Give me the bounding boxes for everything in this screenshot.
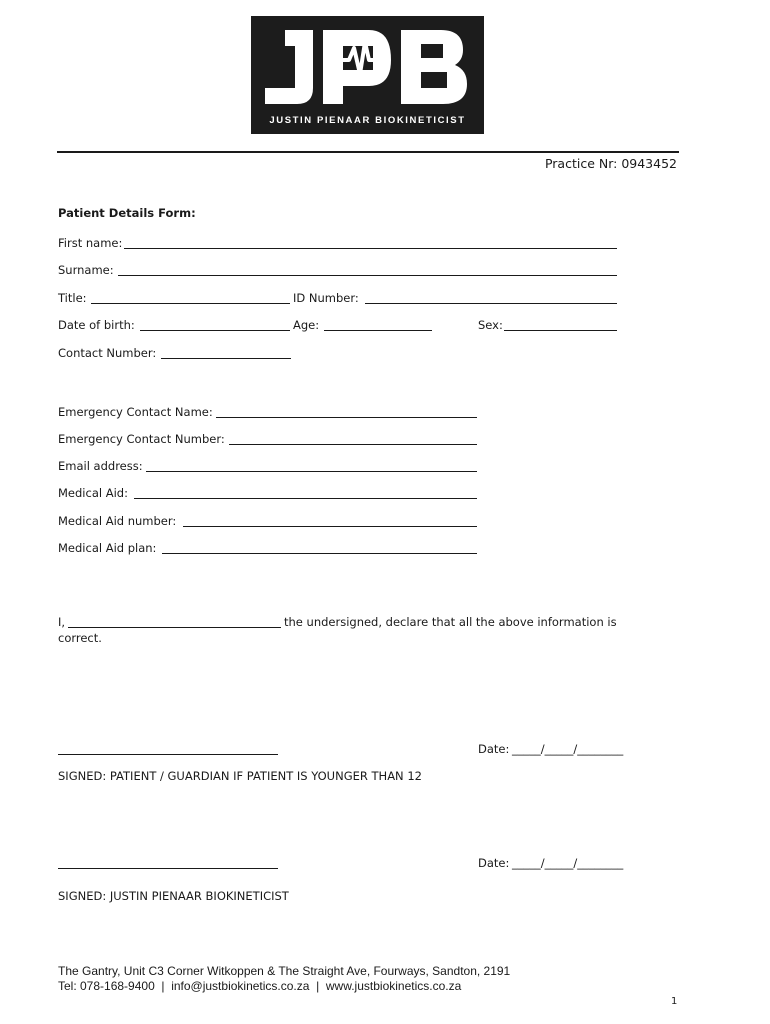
contact-number-label: Contact Number: bbox=[58, 346, 157, 360]
dob-field[interactable] bbox=[140, 330, 290, 331]
emergency-name-label: Emergency Contact Name: bbox=[58, 405, 213, 419]
patient-date-label: Date: bbox=[478, 742, 510, 756]
age-label: Age: bbox=[293, 318, 320, 332]
emergency-name-field[interactable] bbox=[216, 417, 477, 418]
jpb-logo-graphic bbox=[251, 16, 484, 134]
declaration-name-field[interactable] bbox=[68, 627, 281, 628]
medical-aid-field[interactable] bbox=[134, 498, 477, 499]
sex-field[interactable] bbox=[504, 330, 617, 331]
medical-aid-label: Medical Aid: bbox=[58, 486, 128, 500]
practice-number: Practice Nr: 0943452 bbox=[544, 156, 677, 171]
emergency-number-field[interactable] bbox=[229, 444, 477, 445]
patient-signed-caption: SIGNED: PATIENT / GUARDIAN IF PATIENT IS YOUNGER THAN 12 bbox=[58, 769, 422, 783]
practitioner-date-field[interactable]: _____/_____/________ bbox=[512, 856, 624, 870]
medical-aid-plan-field[interactable] bbox=[162, 553, 477, 554]
practitioner-signature-field[interactable] bbox=[58, 868, 278, 869]
sex-label: Sex: bbox=[478, 318, 503, 332]
emergency-number-label: Emergency Contact Number: bbox=[58, 432, 225, 446]
first-name-field[interactable] bbox=[124, 248, 617, 249]
first-name-label: First name: bbox=[58, 236, 123, 250]
medical-aid-plan-label: Medical Aid plan: bbox=[58, 541, 157, 555]
declaration-prefix: I, bbox=[58, 615, 66, 629]
practitioner-date-label: Date: bbox=[478, 856, 510, 870]
surname-field[interactable] bbox=[118, 275, 617, 276]
medical-aid-number-field[interactable] bbox=[183, 526, 477, 527]
id-number-field[interactable] bbox=[365, 303, 617, 304]
surname-label: Surname: bbox=[58, 263, 114, 277]
title-label: Title: bbox=[58, 291, 87, 305]
footer-address: The Gantry, Unit C3 Corner Witkoppen & The Straight Ave, Fourways, Sandton, 2191 bbox=[58, 964, 511, 978]
header-divider bbox=[57, 151, 679, 153]
title-field[interactable] bbox=[91, 303, 290, 304]
contact-number-field[interactable] bbox=[161, 358, 291, 359]
company-logo bbox=[251, 16, 484, 134]
form-title: Patient Details Form: bbox=[58, 206, 196, 220]
patient-date-field[interactable]: _____/_____/________ bbox=[512, 742, 624, 756]
practitioner-signed-caption: SIGNED: JUSTIN PIENAAR BIOKINETICIST bbox=[58, 889, 289, 903]
email-field[interactable] bbox=[146, 471, 477, 472]
age-field[interactable] bbox=[324, 330, 432, 331]
page-number: 1 bbox=[671, 996, 678, 1007]
declaration-text-continued: correct. bbox=[58, 631, 102, 645]
footer-contact: Tel: 078-168-9400 | info@justbiokinetics.co.za | www.justbiokinetics.co.za bbox=[58, 979, 462, 993]
patient-signature-field[interactable] bbox=[58, 754, 278, 755]
logo-tagline: JUSTIN PIENAAR BIOKINETICIST bbox=[269, 115, 466, 126]
dob-label: Date of birth: bbox=[58, 318, 135, 332]
declaration-text: the undersigned, declare that all the above information is bbox=[284, 615, 617, 629]
email-label: Email address: bbox=[58, 459, 143, 473]
id-number-label: ID Number: bbox=[293, 291, 359, 305]
medical-aid-number-label: Medical Aid number: bbox=[58, 514, 177, 528]
